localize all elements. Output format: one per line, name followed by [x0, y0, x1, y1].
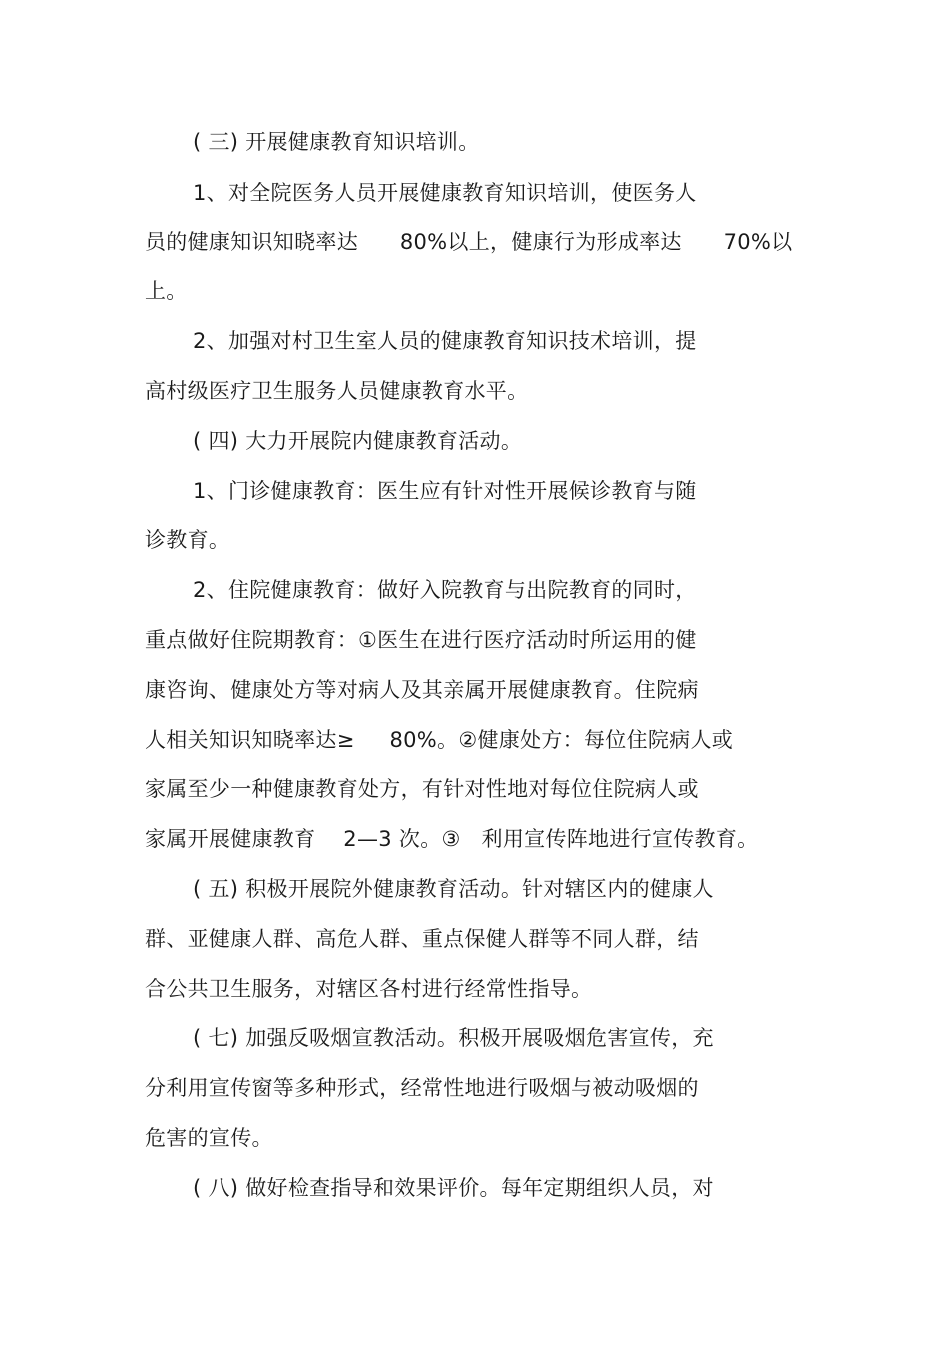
paragraph-line: 1、门诊健康教育：医生应有针对性开展候诊教育与随 — [193, 479, 697, 503]
paragraph-line: 家属至少一种健康教育处方，有针对性地对每位住院病人或 — [145, 777, 699, 801]
paragraph-line: 上。 — [145, 279, 188, 303]
section-heading-3: ( 三) 开展健康教育知识培训。 — [193, 130, 480, 154]
paragraph-line: 2、住院健康教育：做好入院教育与出院教育的同时， — [193, 578, 697, 602]
section-heading-7: ( 七) 加强反吸烟宣教活动。积极开展吸烟危害宣传，充 — [193, 1026, 714, 1050]
paragraph-line: 危害的宣传。 — [145, 1126, 273, 1150]
paragraph-line: 合公共卫生服务，对辖区各村进行经常性指导。 — [145, 977, 593, 1001]
paragraph-line: 高村级医疗卫生服务人员健康教育水平。 — [145, 379, 529, 403]
section-heading-5: ( 五) 积极开展院外健康教育活动。针对辖区内的健康人 — [193, 877, 714, 901]
paragraph-line: 分利用宣传窗等多种形式，经常性地进行吸烟与被动吸烟的 — [145, 1076, 699, 1100]
paragraph-line: 1、对全院医务人员开展健康教育知识培训，使医务人 — [193, 181, 697, 205]
section-heading-8: ( 八) 做好检查指导和效果评价。每年定期组织人员，对 — [193, 1176, 714, 1200]
paragraph-line: 群、亚健康人群、高危人群、重点保健人群等不同人群，结 — [145, 927, 699, 951]
paragraph-line: 2、加强对村卫生室人员的健康教育知识技术培训，提 — [193, 329, 697, 353]
paragraph-line: 诊教育。 — [145, 528, 231, 552]
paragraph-line: 康咨询、健康处方等对病人及其亲属开展健康教育。住院病 — [145, 678, 699, 702]
section-heading-4: ( 四) 大力开展院内健康教育活动。 — [193, 429, 523, 453]
paragraph-line: 人相关知识知晓率达≥ 80%。②健康处方：每位住院病人或 — [145, 728, 734, 752]
paragraph-line: 员的健康知识知晓率达 80%以上，健康行为形成率达 70%以 — [145, 230, 793, 254]
paragraph-line: 家属开展健康教育 2—3 次。③ 利用宣传阵地进行宣传教育。 — [145, 827, 759, 851]
paragraph-line: 重点做好住院期教育：①医生在进行医疗活动时所运用的健 — [145, 628, 697, 652]
